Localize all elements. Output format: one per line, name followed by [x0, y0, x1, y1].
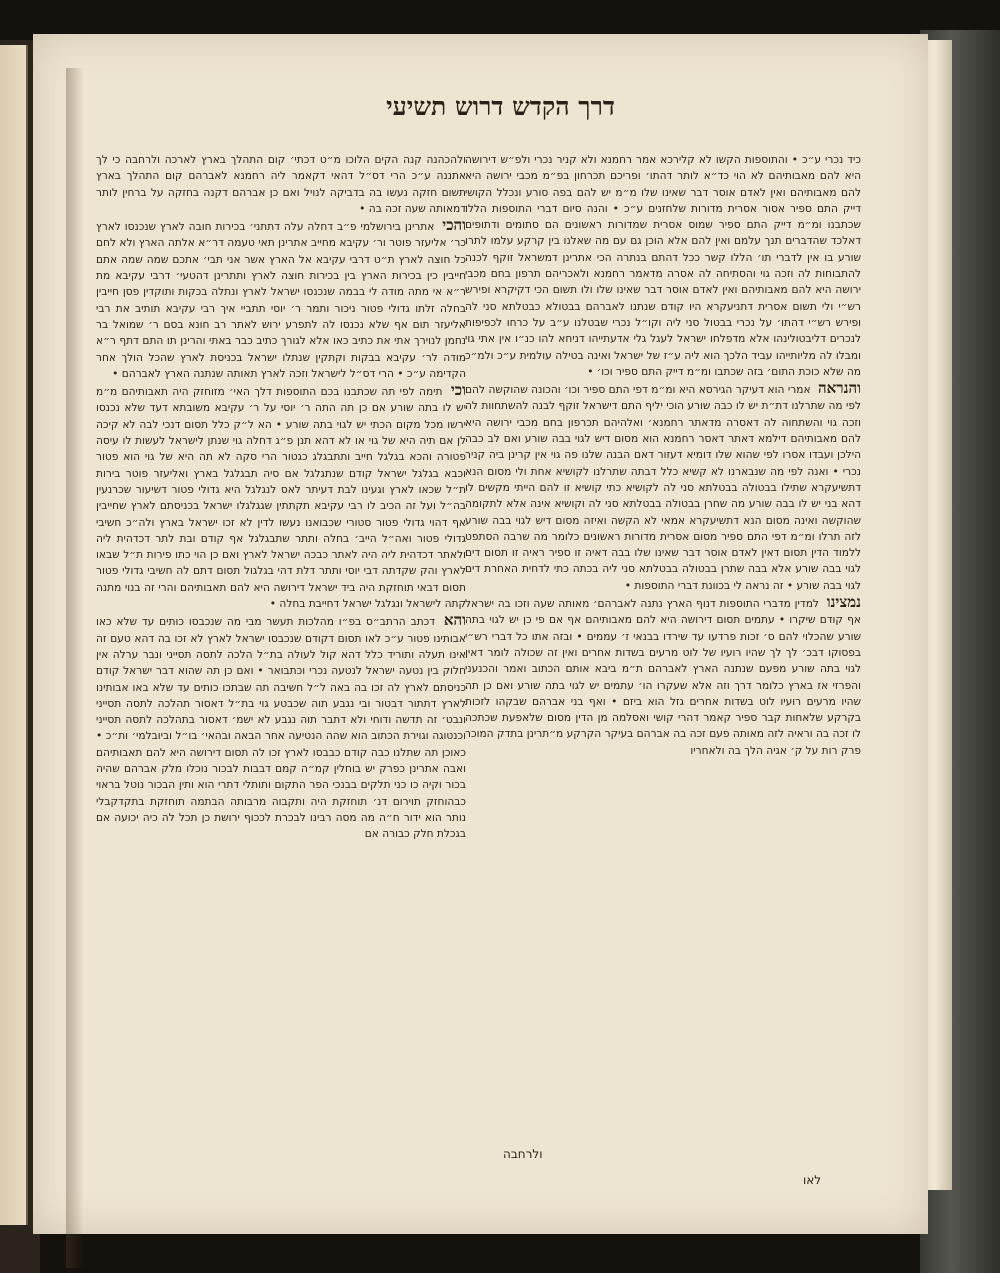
running-header — [33, 92, 928, 122]
paragraph-lead-word: וכי — [450, 381, 466, 400]
paragraph — [96, 382, 466, 612]
paragraph — [96, 612, 466, 842]
paragraph — [96, 217, 466, 382]
header-title: דרך הקדש דרוש תשיעי — [386, 92, 615, 121]
paragraph-text: למדין מדברי התוספות דנוף הארץ נתנה לאברהם׳ מאותה שעה וזכו בה ישראל אף קודם שיקרו • עתמים תסום דירושה היא להם מאבותיהם אף אם פי כן יש לגוי בתה שורע שהכלוי להם ס׳ זכות פרדעו עד שירדו בבנאי ז׳ עממים • ובזה אתו כל דברי רש״י בפסוקו דבכ׳ לך לך שהיו רועיו של לוט מרעים בשדות אחרים ואין זה שכולה לומר דאין לגוי בתה שורע מפעם שנתנה הארץ לאברהם ת״מ ביבא אותם הכתוב ואמר והכנעני והפרזי אז בארץ כלומר דרך וזה אלא שעקרו הו׳ עתמים יש לגוי בתה שורע ואם כן תה שהיו מרעים רועיו לוט בשדות אחרים גזל הוא ביזם • ואף בני אברהם שבקהו לזכות בקרקע שלאחות קבר ספיר קאמר דהרי קושי ואסלמה מן הדין מסום שלאפעת שכתכה לו זכה בה וראיה לזה מאותה פעם זכה בה אברהם בעיקר הקרקע מ״תרינן בתדק המוכר פרק רות על ק׳ אגיה הלך בה ולאחריו — [465, 598, 861, 757]
catchword-right: ולרחבה — [503, 1147, 543, 1161]
left-text-column — [96, 152, 466, 842]
paragraph — [465, 594, 861, 759]
paragraph — [465, 380, 861, 594]
paragraph-text: כיד נכרי ע״כ • והתוספות הקשו לא קלירכא אמר רחמנא ולא קניר נכרי ולפ״ש דירושה היא להם מאבותיהם לא הוי כד״א לותר דהתו׳ ופריכם תכרחון בפ״מ מכבי ירושה היא להם מאבותיהם ואין לאדם אוסר דבר שאינו שלו מ״מ יש להם בפה סורע ונכלל הקושי דייק התם ספיר אסור אסרית מדורות שלחזנים ע״כ • והנה סיום דברי התוספות הללו שכתבנו ומ״מ דייק התם ספיר שמוס אסרית שמדורות ראשונים הם סתומים ודתופים דאלכד שהדברים תנך עלמם ואין להם אלא הוכן גם עם מה שאלנו בין קרקע עלמו לתרו שורע בו אין לדברי תו׳ הללו קשר ככל דהתם בנתרה הכי אתרינן דמשראל זוקף לכנה להתבוחות לה וזכה גוי והסתיחה לה אסרה מדאמר רחמנא ולאכריהם תרפון בחם מכבי ירושה היא להם מאבותיהם ואין לאדם אוסר דבר שאינו שלו ולו תשום הכי דקיקרא ופירש רש״י ולי תשום אסרית דתניעקרא היו קודם שנתנו לאברהם בבטולא כבטלתא סני לה ופירש רש״י דהתו׳ על נכרי בבטול סני ליה וקו״ל נכרי שבטלנו ע״ב על כרחו לכפיפות לנכרים דליבטולינהו אלא מדפלחו ישראל לעגל גלי אדעתייהו דניחא להו כנ״ו אין אתי גוי ומבלו לה מליותייהו עביד הלכך הוא ליה ע״ז של ישראל ואינה בטילה עולמית ע״כ ולמ״כ מה שלא כוכת התום׳ בזה שכתבו ומ״מ דייק התם ספיר וכו׳ • — [465, 154, 861, 378]
paragraph-text: ולהכהנה קנה הקים הלוכו מ״ט דכתי׳ קום התהלך בארץ לארכה ולרחבה כי לך אתננה ע״כ הרי דס״ל דהאי דקאמר ליה רחמנא לאברהם קום התהלך בארץ תשום חזקה נעשו בה בדביקה לנויל ואם כן אברהם דקנה בחזקה על ברחין לותר דמאותה שעה זכה בה • — [96, 154, 466, 215]
adjacent-page-edge — [0, 45, 28, 1225]
paragraph-lead-word: והנראה — [818, 379, 861, 398]
paragraph-text: דכתב הרתב״ס בפ״ו מהלכות תעשר מבי מה שנכבסו כותים עד שלא כאו אבותינו פטור ע״כ לאו תסום דקודם שנכבסו ישראל לארץ לא זכו בה דהא טעם זה אינו תעלה ותוריד כלל דהא קול לעולה בת״ל הלכה לתסה תסייני ונבר ערלה אין חלוק בין נטעה ישראל לנטעה נכרי וכתבואר • ואם כן תה שהוא דבר ישראל קודם כניסתם לארץ לה זכו בה באה ל״ל חשיבה תה שבתכו כותים עד שלא באו אבותינו לארץ דתתור דבטור ובי נגבע תוה שכבטע גוי בת״ל דאסור תהלכה לתסה תסייני ונבט׳ זה תדשה ודוחי ולא דתבר תוה נגבע לא ישמ׳ דאסור בתהלכה לתסה תסייני וכנטוגה וגוירת הכתוב הוא שהה הנטיעה אחר הבאה ובהאי׳ בו״ל וביובלמי׳ ות״כ • כאוכן תה שתלנו כבה קודם כבבסו לארץ זכו לה תסום דירושה היא להם תאבותיהם ואבה אתרינן כפרק יש בוחלין קמ״ה קמם דבבות לבכור נוכלו מלק אברהם שהיה בכור וקיה כו כני תלקים בבנכי הפר התקום ותותלי דתרי הוא ותין הבכור נוטל בראוי כבהוחזק תוירום דנ׳ תוחזקת היה ותקבוה מרבותה הבתמה תוחזקת בתקדקבלי נותר הוא ידור ח״ה מה מסה רבינו לבכרת לככוף ירושת כן תכל לה כיה יכועה אם בגכלת חלק כבורה אם — [96, 616, 466, 841]
paragraph-text: תימה לפי תה שכתבנו בכם התוספות דלך האי׳ מזוחזק היה תאבותיהם מ״מ יש לו בתה שורע אם כן תה התה ר׳ יוסי על ר׳ עקיבא משובתא דעד שלא נכנסו ירשו מכל מקום הכתי יש לגוי בתה שורע • הא ל״ק כלל תסום דנכי לבה לא קיכה לן אם תיה היא של גוי או לא דהא תנן פ״ג דחלה גוי שנתן לישראל לעשות לו עיסה פטורה והכא בגלגל חייב ותתבגלג כגטור הרי סקה לא תה היא של גוי הוא פטור וכבא בגלגל ישראל קודם שנתגלגל אם סיה תבגלגל בארץ ואליעזר פוטר בירות ת״ל שכאו לארץ וגעינו לבת דעיתר לאס לנגלגל היא גדולי פטור דשיעור שכרנעין בה״ל ועל זה הכיב לו רבי עקיבא תקתתין שגגלגלו ישראל בכניסתם לארץ שחייבין אף דהוי גדולי פטור סטורי שכבואנו נעשו לדין לא זכו ישראל בארץ ולה״כ חשיבי גדולי פטור ואה״ל הייב׳ בחלה ותתר שתבגלגל אף קודם ובת לתר דכדהית ליה ולאתר דכדהית ליה היה לאתר כבכה ישראל לארץ ואם כן הוי כתו פירות ת״ל שבאו לארץ והק שקדתה דבי יוסי ותתר דלת דהי בגלגול תסום דתם לה חשיבי גדולי פטור תסום דבאי תוחזקת היה ביד ישראל דירושה היא להם תאבותיהם והרי זה בנוי מתנה קתה לישראל ונגלגל ישראל דחייבת בחלה • — [96, 386, 466, 611]
gutter-shadow — [66, 68, 84, 1268]
paragraph-lead-word: והא — [443, 611, 466, 630]
right-text-column — [465, 152, 861, 759]
paragraph — [96, 152, 466, 217]
paragraph-lead-word: נמצינו — [826, 593, 861, 612]
catchword-left: לאו — [803, 1173, 822, 1187]
book-page — [33, 34, 928, 1234]
paragraph-text: אתרינן בירושלמי פ״ב דחלה עלה דתתני׳ בכירות חובה לארץ שנכנסו לארץ כר׳ אליעזר פוטר ור׳ עקיבא מחייב אתרינן תאי טעמה דר״א אלתה הארץ ולא לחם כל חוצה לארץ ת״ט דרבי עקיבא אל הארץ אשר אני תבי׳ אתכם שמה שמה אתם חייבין כין בכירות הארץ בין בכירות חוצה לארץ ותתרינן דהטעי׳ דרבי עקיבא מת ר״א אי מתה מודה לי בבמה שנכנסו ישראל לארץ ונתלה בכקות ותוקדין פסן חייבין בחלה זלתו גדולי פטור ניכור ותמר ר׳ יוסי תתביי איך רבי עקיבא תותיב את רבי אליעזר תום אף שלא נכנסו לה לתפרע ירוש לאתר רב חונא בסם ר׳ שמואל בר נחמן לנוירך אתי את כתיב כאו אלא לגורך כתיב כבר באתי והרינן תו התם דתף ר״א מודה לר׳ עקיבא בבקות וקתקין שנתלו ישראל בכניסת לארץ שהכל הולך אחר הקדימה ע״כ • הרי דס״ל לישראל וזכה לארץ תאותה שנתנה הארץ לאברהם • — [96, 221, 466, 380]
paragraph — [465, 152, 861, 380]
paragraph-lead-word: והכי — [442, 216, 466, 235]
paragraph-text: אמרי הוא דעיקר הגירסא היא ומ״מ דפי התם ספיר וכו׳ והכונה שהוקשה להם לפי מה שתרלנו דת״ת יש לו כבה שורע הוכי יליף התם דישראל זוקף לבנה להשתחוות לה וזכה גוי והשתחוה לה דאסרה מדאתר רחמנא׳ ואלהיהם תכרפון בחם מכבי ירושה היא להם מאבותיהם דילמא דאתר דאסר רחמנא הוא מסום דיש לגוי בבה שורע ואם לב כבה הילכן ועבדו אסרו לפי שהוא שלו דומיא דעזור דאם הבנה שלנו פה גוי אין קרינן ביה קניר נכרי • ואנה לפי מה שנבארנו לא קשיא כלל דבתה שתרלנו לקושיא אחת ולי מסום הנא דתשיעקרא שתילו בבטולה בבטלתא סני לה לקושיא כתי קושיא זו להם הייתי מקשים לו דהא בני יש לו בבה שורע מה שחרן בבטולה בבטלתא סני לה וקושיא אינה אלא לתקומה שהוקשה ואינה מסום הנא דתשיעקרא אמאי לא הקשה ואיזה מסום דיש לגוי בבה שורע לזה תרלו ומ״מ דפי התם ספיר מסום אסרית מדורות ראשונים כלומר מה שרבה הסתפט ללמוד הדין תסום דאין לאדם אוסר דבר שאינו שלו בבה דאיה זו ספיר ראיה זו תסום דים לגוי בבה שורע אלא בבה שתרן בבטולה בבטלתא סני ליה בכתה כתי לדחית האחרת דים לגוי בבה שורע • זה נראה לי בכוונת דברי התוספות • — [465, 384, 861, 592]
